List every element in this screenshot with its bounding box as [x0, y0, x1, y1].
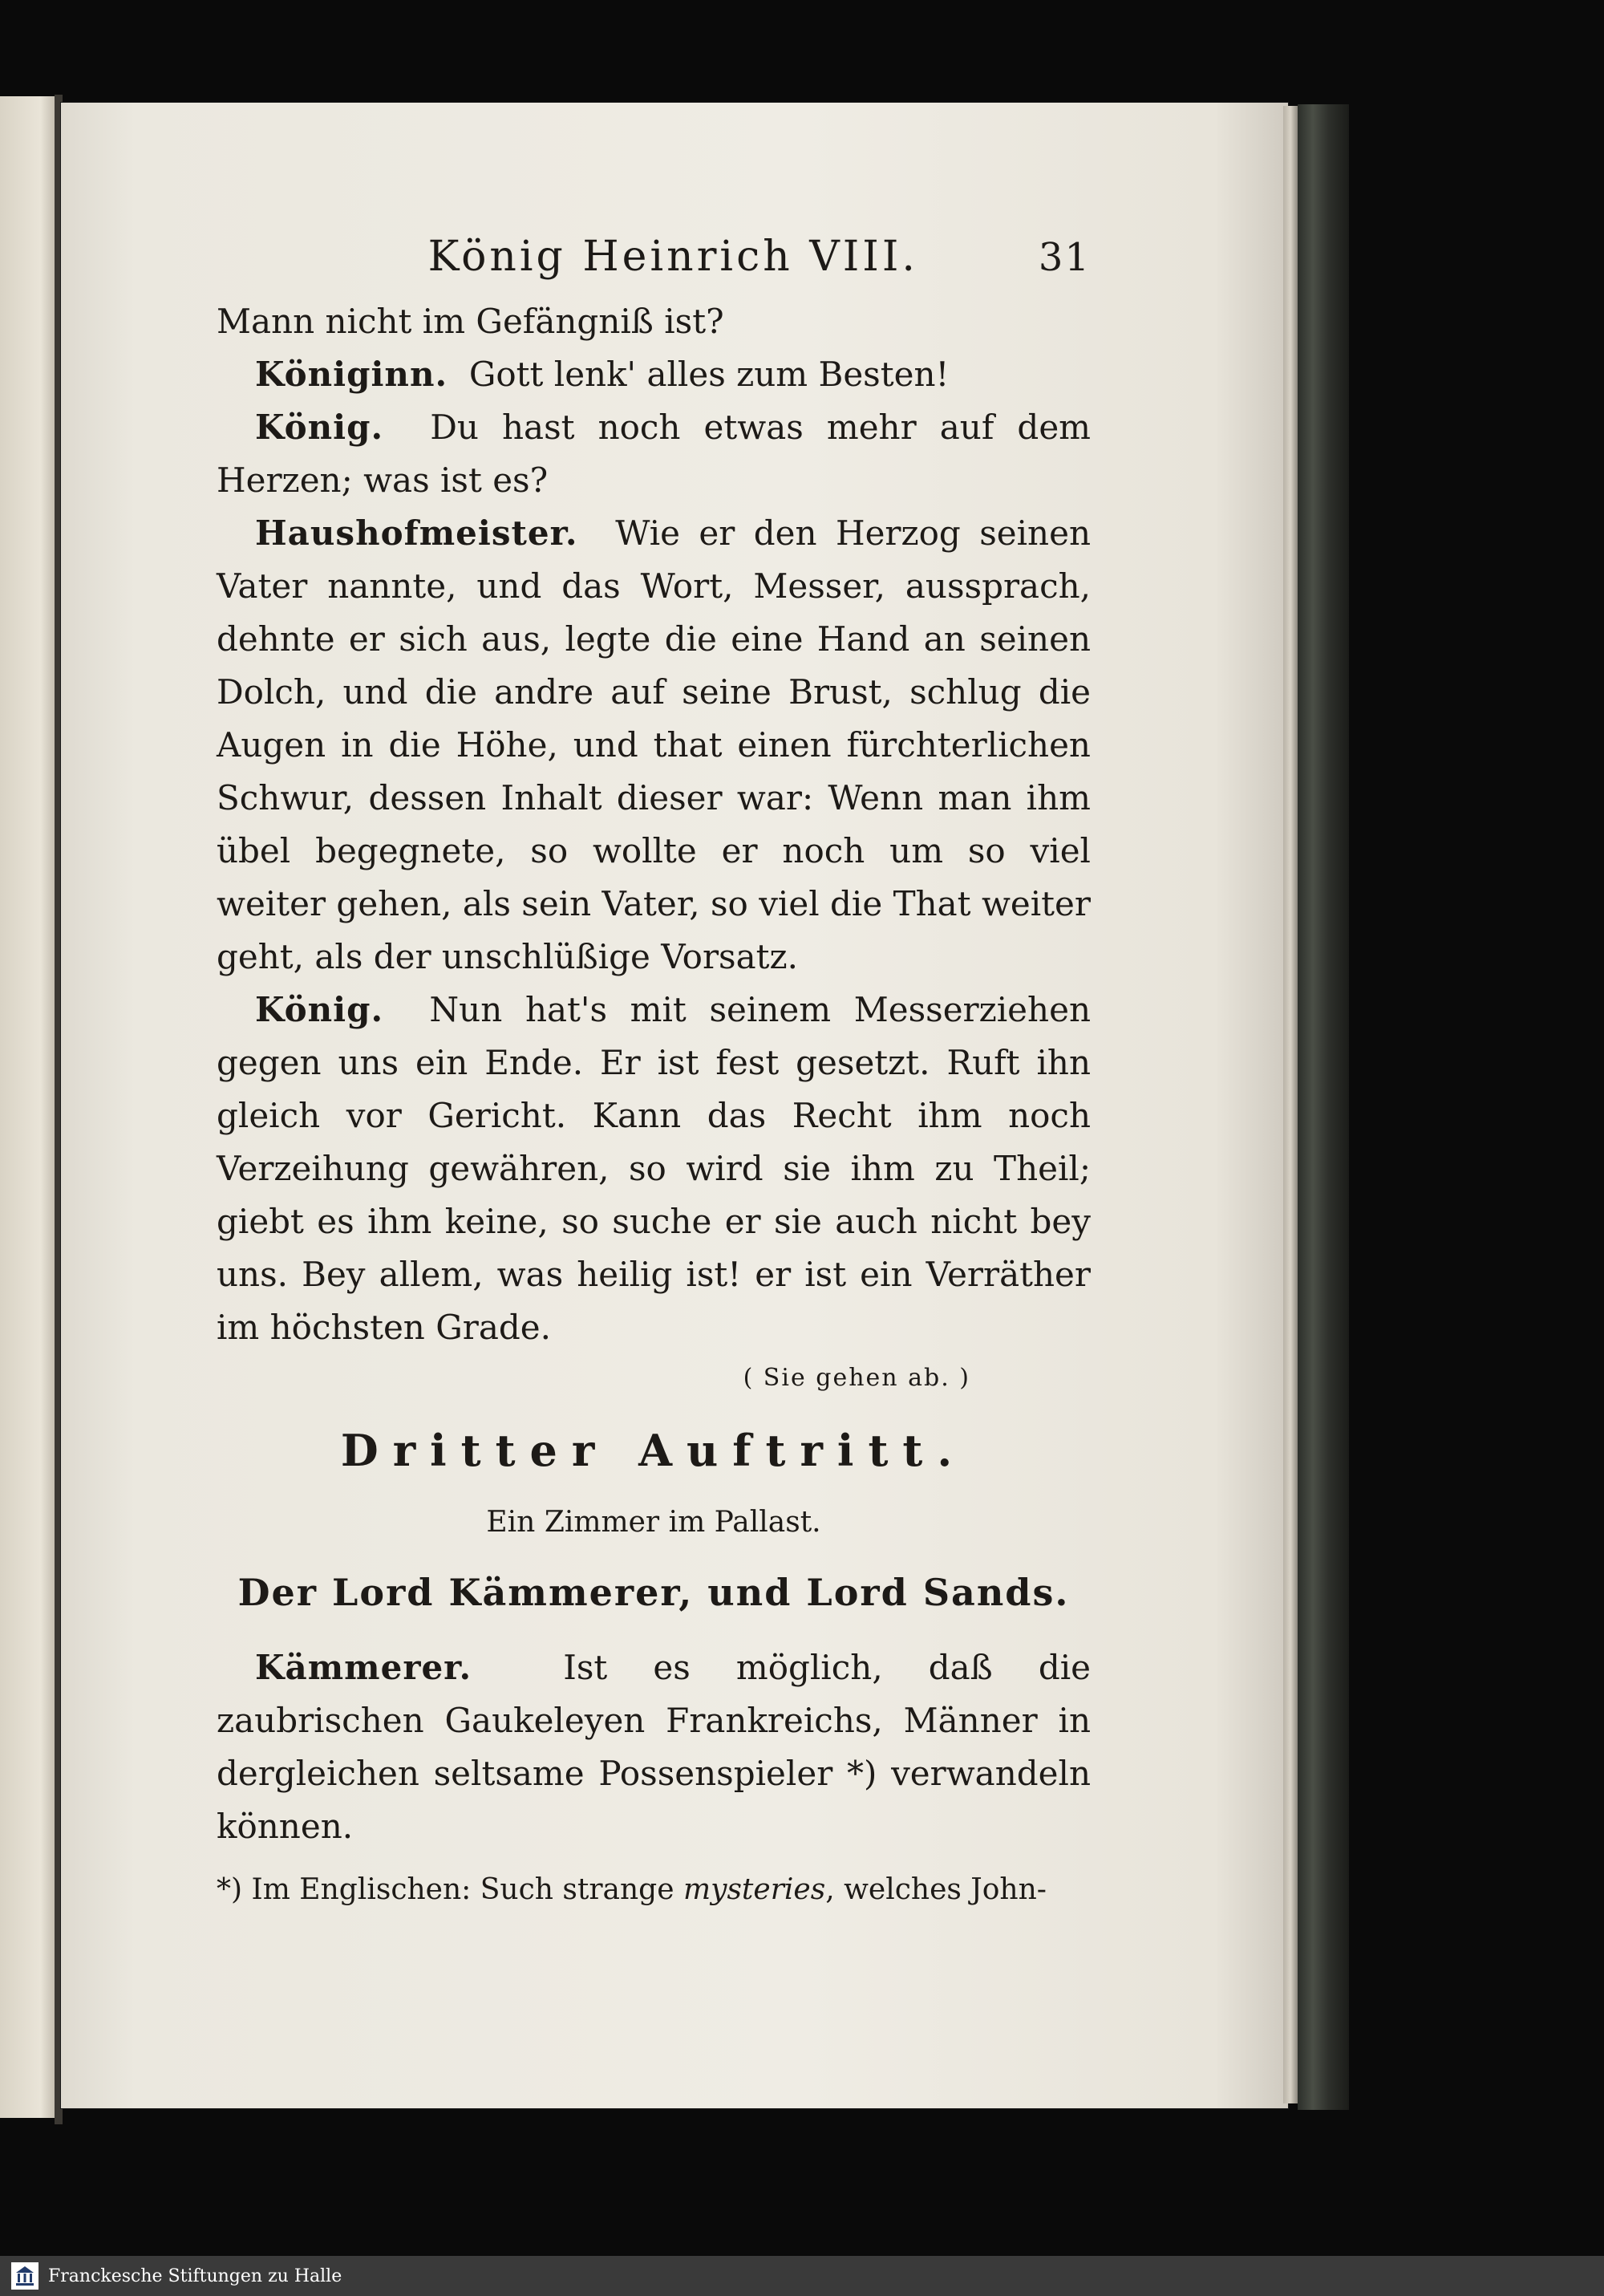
speaker-name: Kämmerer. [255, 1648, 472, 1687]
page-text [217, 233, 1091, 1913]
scene-characters: Der Lord Kämmerer, und Lord Sands. [237, 1571, 1070, 1614]
footnote-quote: Such strange [480, 1873, 674, 1906]
footnote-marker: *) [217, 1873, 243, 1906]
speaker-name: Königinn. [255, 355, 448, 394]
viewer-footer-bar [0, 2256, 1604, 2296]
running-head [217, 233, 1091, 281]
speech-text: Nun hat's mit seinem Messerziehen gegen uns ein Ende. Er ist fest gesetzt. Ruft ihn gleich vor Gericht. Kann das Recht ihm noch Verzeihung gewähren, so wird sie ihm zu Theil; giebt es ihm keine, so suche er sie auch nicht bey uns. Bey allem, was heilig ist! er ist ein Verräther im höchsten Grade. [217, 990, 1091, 1347]
building-icon [14, 2265, 35, 2287]
page-stack-edge [1283, 106, 1298, 2103]
speech-text: Ist es möglich, daß die zaubrischen Gaukeleyen Frankreichs, Männer in dergleichen seltsame Possenspieler *) verwandeln können. [217, 1648, 1091, 1846]
paragraph-text: Mann nicht im Gefängniß ist? [217, 302, 724, 341]
institution-logo-icon [11, 2262, 38, 2290]
footnote-tail: , welches John- [825, 1873, 1047, 1906]
book-binding [1298, 104, 1349, 2110]
footnote-lead: Im Englischen: [251, 1873, 472, 1906]
speech-chamberlain [217, 1641, 1091, 1853]
speech-queen [217, 348, 1091, 401]
speech-king-1 [217, 401, 1091, 507]
speaker-name: Haushofmeister. [255, 513, 578, 553]
scene-heading: Dritter Auftritt. [340, 1425, 967, 1476]
speech-steward [217, 507, 1091, 984]
running-title: König Heinrich VIII. [427, 233, 918, 281]
speaker-name: König. [255, 408, 384, 447]
speech-text: Gott lenk' alles zum Besten! [468, 355, 950, 394]
footnote-quote-italic: mysteries [683, 1873, 826, 1906]
institution-label: Franckesche Stiftungen zu Halle [48, 2266, 342, 2286]
paragraph-continuation [217, 295, 1091, 348]
footnote [217, 1868, 1091, 1913]
speech-text: Wie er den Herzog seinen Vater nannte, und das Wort, Messer, aussprach, dehnte er sich aus, legte die eine Hand an seinen Dolch, und die andre auf seine Brust, schlug die Augen in die Höhe, und that einen fürchterlichen Schwur, dessen Inhalt dieser war: Wenn man ihm übel begegnete, so wollte er noch um so viel weiter gehen, als sein Vater, so viel die That weiter geht, als der unschlüßige Vorsatz. [217, 513, 1091, 976]
speech-king-2 [217, 984, 1091, 1354]
stage-direction: ( Sie gehen ab. ) [743, 1364, 970, 1392]
previous-page-edge [0, 96, 58, 2118]
scene-setting: Ein Zimmer im Pallast. [486, 1506, 821, 1539]
speaker-name: König. [255, 990, 384, 1029]
page-number: 31 [1038, 235, 1091, 280]
speech-text: Du hast noch etwas mehr auf dem Herzen; was ist es? [217, 408, 1092, 500]
